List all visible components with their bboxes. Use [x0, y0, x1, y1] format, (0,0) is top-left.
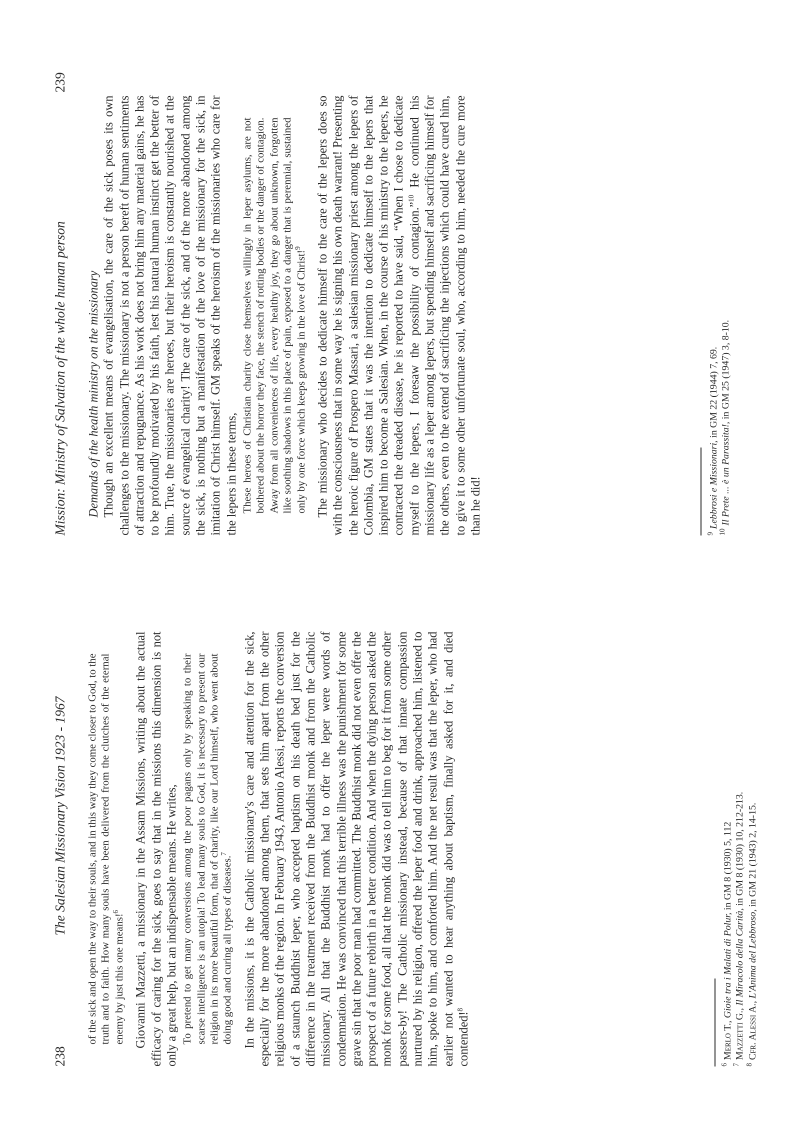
footnote-author: Mazzetti G., — [734, 1007, 746, 1060]
footnote-author: Merlo T., — [722, 1020, 733, 1060]
footnote — [719, 626, 734, 1066]
footnote-number: 10 — [718, 528, 727, 535]
block-quote — [241, 117, 308, 513]
footnote-ref: 9 — [293, 245, 301, 250]
footnote-rest: in GM 22 (1944) 7, 69. — [708, 346, 719, 438]
footnote-ref: 8 — [455, 1007, 464, 1011]
page-number: 239 — [52, 71, 67, 92]
footnote — [744, 626, 759, 1066]
footnote-number: 9 — [705, 531, 714, 535]
quote-text: To pretend to get many conversions among the poor pagans only by speaking to their scarse intelligence is an utopia! To lead many souls to God, it is necessary to present our religion in its more beautiful form, that of charity, like our Lord himself, who went about doing good and curing all types of diseases. — [181, 653, 234, 1044]
quote-text: These heroes of Christian charity close themselves willingly in leper asylums, are not bothered about the horror they face, the stench of rotting bodies or the danger of contagion. Away from all conveniences of life, every healthy joy, they go about unknown, forgotten like soothing shadows in this place of pain, exposed to a danger that is perennial, sustained only by one force which keeps growing in the love of Christ! — [240, 117, 307, 513]
footnote-ref: 7 — [219, 851, 228, 856]
footnotes — [705, 95, 733, 535]
page-number: 238 — [52, 1045, 67, 1066]
footnote-title: Lebbrosi e Missionari, — [708, 439, 719, 529]
footnote-rest: in GM 8 (1930) 10, 212-213. — [734, 791, 746, 906]
footnote-title: Gioie tra i Malati di Polur, — [722, 912, 733, 1018]
footnote-rule — [714, 978, 715, 1066]
footnote — [705, 95, 720, 535]
left-page — [0, 563, 793, 1123]
footnote-rest: in GM 8 (1930) 5, 112 — [722, 821, 733, 910]
footnote-number: 8 — [744, 1062, 753, 1066]
paragraph-text: The missionary who decides to dedicate himself to the care of the lepers does so with the consciousness that in some way he is signing his own death warrant! Presenting the heroic figure of Prospero Massari, a salesian missionary priest among the lepers of Colombia, GM states that it was the intention to dedicate himself to the lepers that inspired him to become a Salesian. When, in the course of his ministry to the lepers, he contracted the dreaded disease, he is reported to have said, “When I chose to dedicate myself to the lepers, I foresaw the possibility of contagion.” — [315, 95, 421, 535]
paragraph — [133, 631, 179, 1066]
footnote — [734, 626, 746, 1066]
footnotes — [719, 626, 759, 1066]
left-body — [86, 631, 471, 1066]
footnote-ref: 6 — [111, 909, 120, 913]
paragraph-text: He continued his missionary life as a leper among lepers, but spending himself and sacrificing himself for the others, even to the extend of sacrificing the injections which could have cured him, to give it to some other unfortunate soul, who, according to him, needed the cure more than he did! — [406, 95, 482, 535]
footnote-number: 7 — [732, 1062, 741, 1066]
section-title: Demands of the health ministry on the missionary — [86, 270, 100, 517]
block-quote — [86, 653, 126, 1044]
footnote — [720, 95, 732, 535]
paragraph — [315, 95, 483, 535]
footnote-author: Cfr. Alessi A., — [746, 1000, 758, 1060]
paragraph-text: Though an excellent means of evangelisation, the care of the sick poses its own challenges to the missionary. The missionary is not a person bereft of human sentiments of attraction and repugnance. As his work does not bring him any material gains, he has to be profoundly motivated by his faith, lest his natural human instinct get the better of him. True, the missionaries are heroes, but their heroism is constantly nourished at the source of evangelical charity! The care of the sick, and of the more abandoned among the sick, is nothing but a manifestation of the love of the missionary for the sick, in imitation of Christ himself. GM speaks of the heroism of the missionaries who care for the lepers in these terms, — [101, 95, 238, 535]
paragraph — [242, 631, 471, 1066]
quote-text: of the sick and open the way to their souls, and in this way they come closer to God, to the truth and to faith. How many souls have been delivered from the clutches of the eternal enemy by just this one means! — [86, 652, 125, 1044]
footnote-rest: in GM 21 (1943) 2, 14-15. — [746, 802, 758, 907]
right-body — [86, 95, 483, 535]
footnote-ref: 10 — [406, 194, 415, 202]
running-header: Mission: Ministry of Salvation of the whole human person — [52, 220, 67, 535]
paragraph-text: Giovanni Mazzetti, a missionary in the Assam Missions, writing about the actual efficacy of caring for the sick, goes to say that in the missions this dimension is not only a great help, but an indispensable means. He writes, — [133, 631, 178, 1066]
footnote-title: Il Prete ... è un Parassita!, — [720, 421, 732, 525]
footnote-title: L'Anima del Lebbroso, — [746, 908, 758, 998]
running-header: The Salesian Missionary Vision 1923 - 1967 — [52, 696, 67, 935]
footnote-rule — [700, 447, 701, 535]
paragraph-text: In the missions, it is the Catholic missionary's care and attention for the sick, especially for the more abandoned among them, that sets him apart from the other religious monks of the region. In February 1943, Antonio Alessi, reports the conversion of a staunch Buddhist leper, who accepted baptism on his death bed just for the difference in the treatment received from the Buddhist monk and from the Catholic missionary. All that the Buddhist monk had to offer the leper were words of condemnation. He was convinced that this terrible illness was the punishment for some grave sin that the poor man had committed. The Buddhist monk did not even offer the prospect of a future rebirth in a better condition. And when the dying person asked the monk for some food, all that the monk did was to tell him to beg for it from some other passers-by! The Catholic missionary instead, because of that innate compassion nurtured by his religion, offered the leper food and drink, approached him, listened to him, spoke to him, and comforted him. And the net result was that the leper, who had earlier not wanted to hear anything about baptism, finally asked for it, and died contended! — [241, 631, 470, 1066]
block-quote — [181, 653, 235, 1044]
footnote-title: Il Miracolo della Carità, — [734, 907, 746, 1006]
paragraph — [101, 95, 239, 535]
footnote-number: 6 — [719, 1062, 728, 1066]
footnote-rest: in GM 25 (1947) 3, 8-10. — [720, 319, 732, 419]
